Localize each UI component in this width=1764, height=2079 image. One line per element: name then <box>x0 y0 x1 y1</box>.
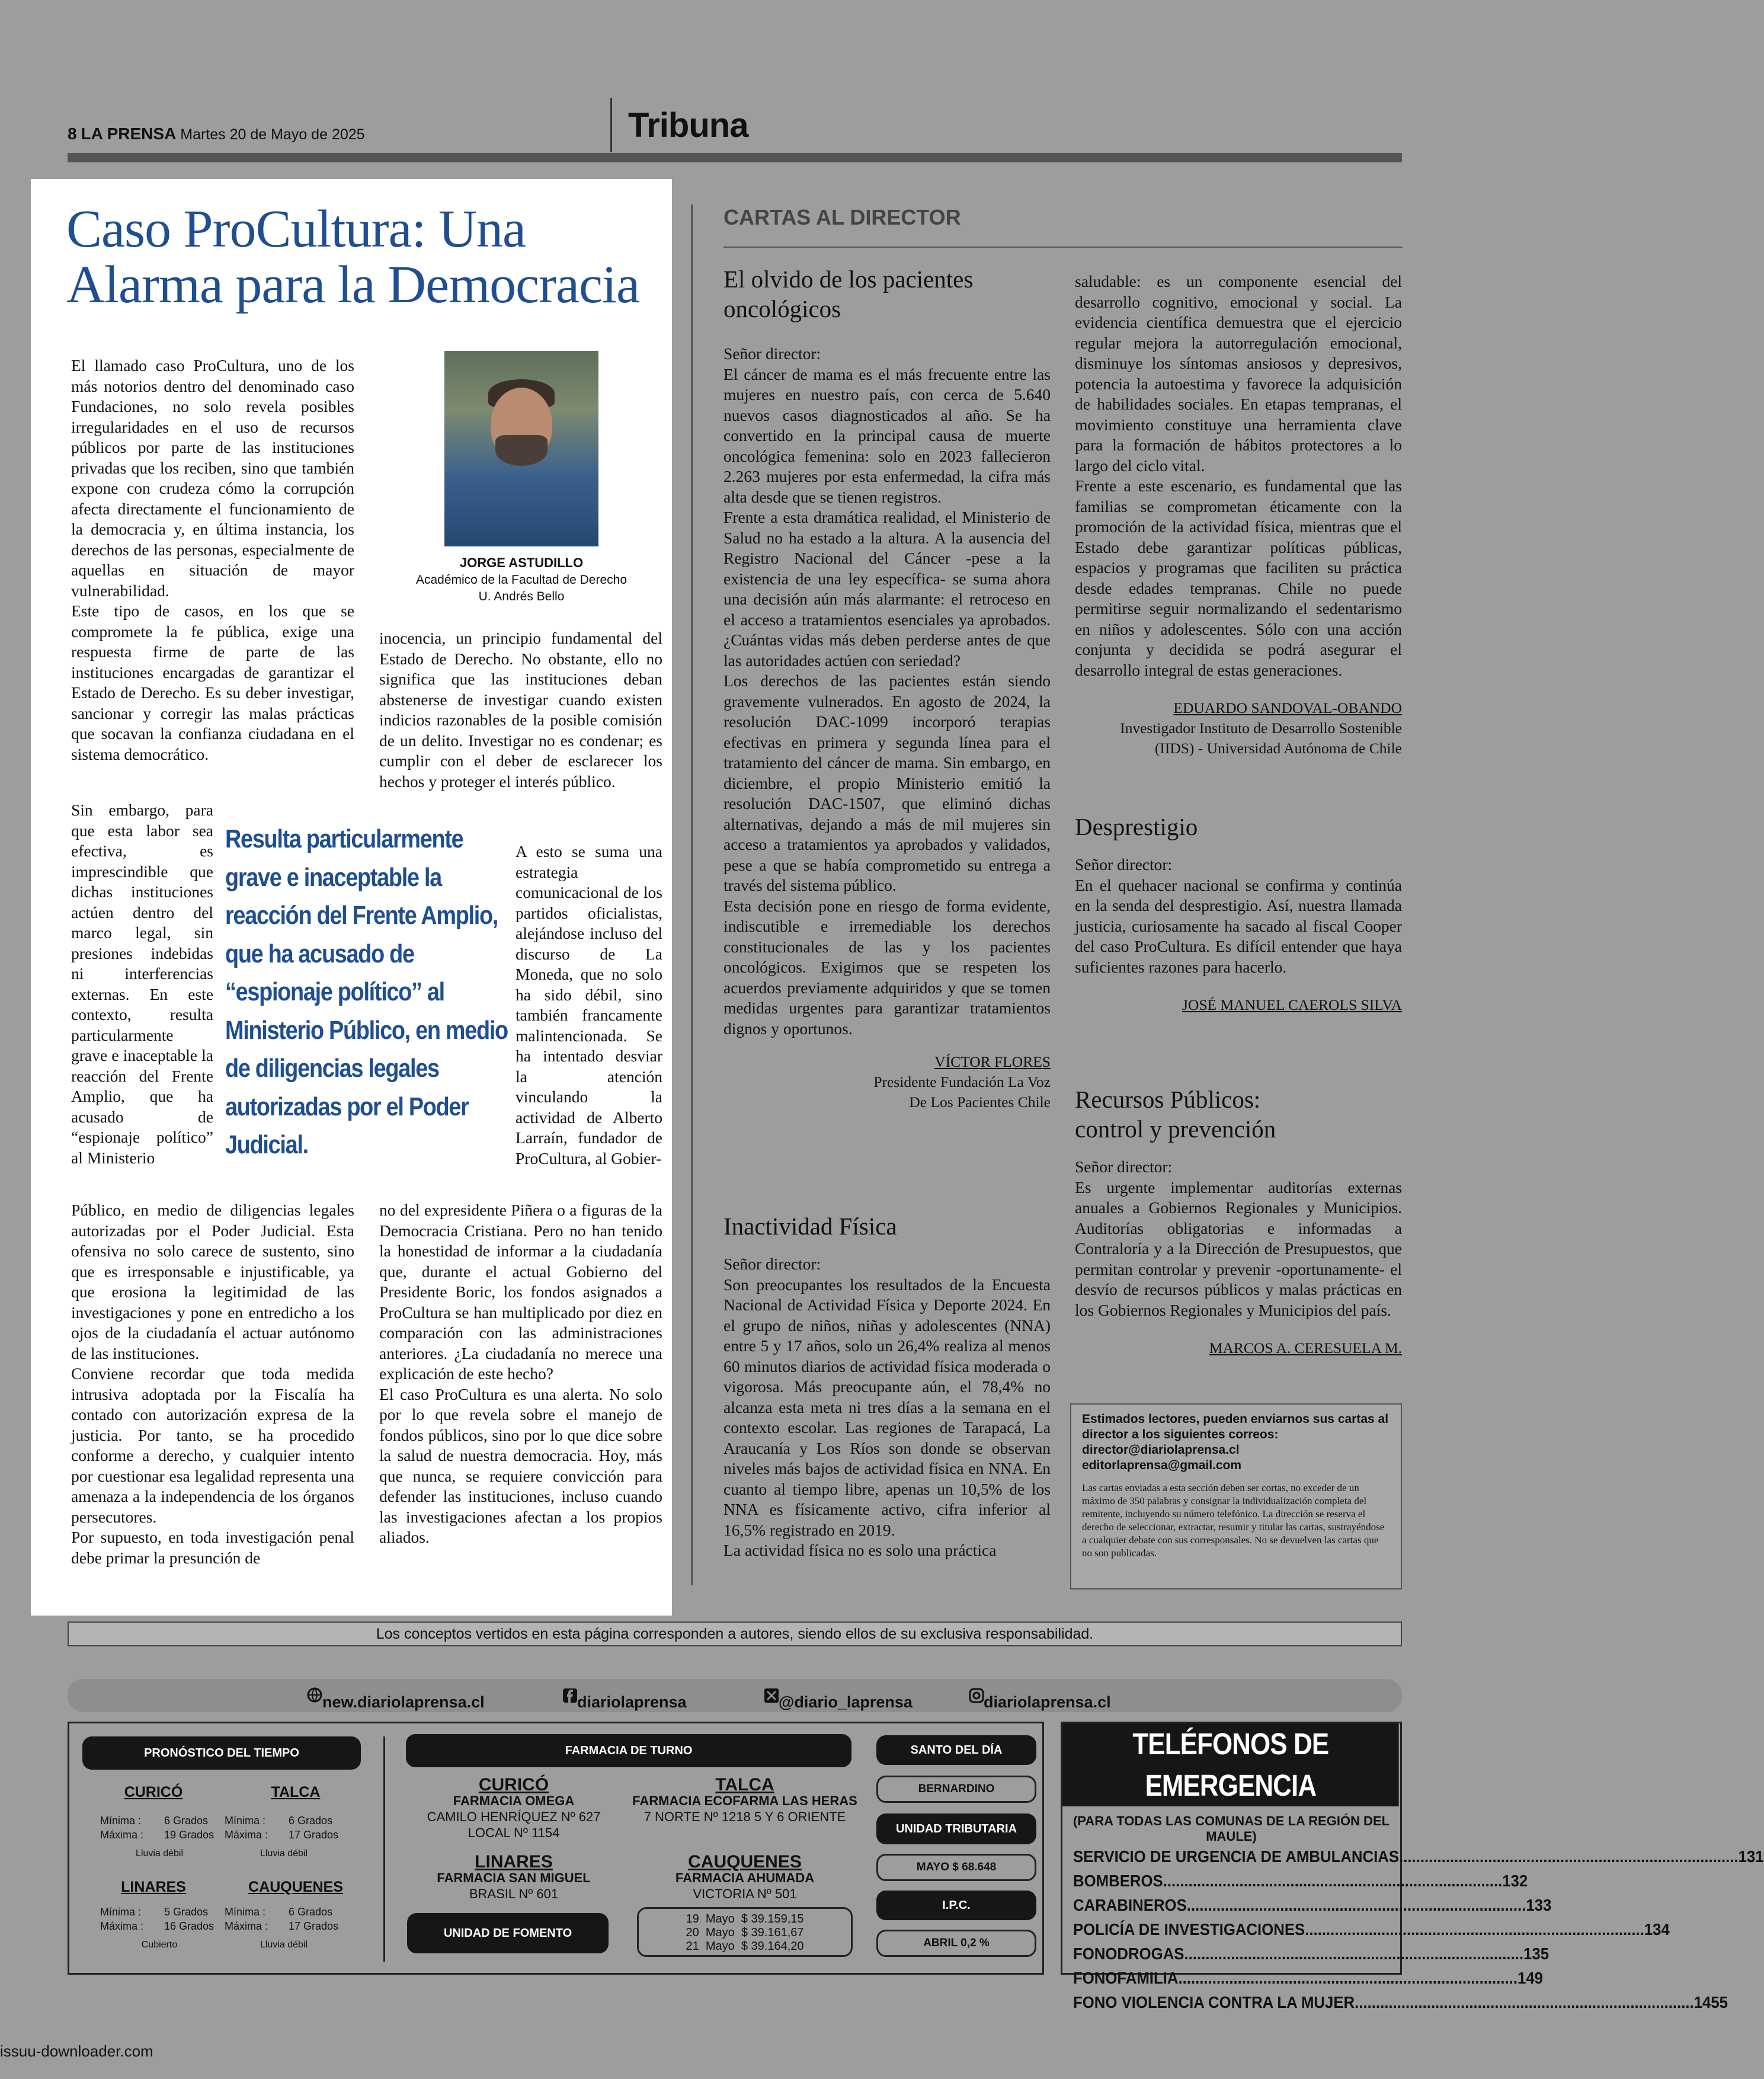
author-role: Académico de la Facultad de Derecho <box>415 573 628 587</box>
weather-cauquenes: Mínima : 6 Grados Máxima : 17 Grados Lluvia débil <box>225 1906 339 1950</box>
watermark: issuu-downloader.com <box>0 2042 153 2060</box>
uf-row: 19 Mayo $ 39.159,15 <box>686 1912 804 1926</box>
letter-paragraph: En el quehacer nacional se confirma y continúa en la senda del desprestigio. Así, nuestra llamada justicia, curiosamente ha sacado al fiscal Cooper del caso ProCultura. Es difícil entender que haya suficientes razones para hacerlo. <box>1075 875 1402 976</box>
letter-oncologicos <box>723 264 1051 1112</box>
emergency-row: FONOFAMILIA ..... 149 <box>1073 1966 1356 1990</box>
letter-recursos <box>1075 1085 1402 1358</box>
signer-role: Presidente Fundación La Voz <box>873 1073 1051 1090</box>
instagram-link[interactable]: diariolaprensa.cl <box>969 1686 984 1704</box>
article-col2-narrow: A esto se suma una estrategia comunicacional de los partidos oficialistas, alejándose incluso del discurso de La Moneda, que no solo ha sido débil, sino también francamente malintencionada. Se ha intentado desviar la atención vinculando la actividad de Alberto Larraín, fundador de ProCultura, al Gobier- <box>516 842 662 1168</box>
footer-divider <box>383 1736 385 1962</box>
header-divider <box>610 98 612 152</box>
email-link[interactable]: editorlaprensa@gmail.com <box>1082 1459 1242 1472</box>
info-rules: Las cartas enviadas a esta sección deben ser cortas, no exceder de un máximo de 350 palabras y consignar la individualización completa del remitente, incluyendo su número telefónico. La dirección se reserva el derecho de seleccionar, extractar, resumir y titular las cartas, sustrayéndose a cualquier debate con sus corresponsales. No se devuelven las cartas que no son publicadas. <box>1082 1482 1385 1559</box>
pharmacy-talca: TALCA FARMACIA ECOFARMA LAS HERAS 7 NORTE Nº 1218 5 Y 6 ORIENTE <box>632 1775 857 1824</box>
article-paragraph: El llamado caso ProCultura, uno de los más notorios dentro del denominado caso Fundaciones, no solo revela posibles irregularidades en el uso de recursos públicos por parte de las instituciones privadas que los reciben, sino que también expone con crudeza cómo la corrupción afecta directamente el funcionamiento de la democracia y, en última instancia, los derechos de las personas, especialmente de aquellas en situación de mayor vulnerabilidad. <box>71 356 354 600</box>
column-divider <box>691 204 693 1585</box>
weather-city: CURICÓ <box>124 1784 183 1800</box>
pharmacy-curico: CURICÓ FARMACIA OMEGA CAMILO HENRÍQUEZ Nº 627 LOCAL Nº 1154 <box>427 1775 601 1840</box>
letter-paragraph: El cáncer de mama es el más frecuente entre las mujeres en nuestro país, con cerca de 5.640 nuevos casos diagnosticados al año. Se ha convertido en la principal causa de muerte oncológica femenina: solo en 2023 fallecieron 2.263 mujeres por esta enfermedad, la cifra más alta desde que se tienen registros. <box>723 364 1051 506</box>
emergency-list <box>1062 1844 1764 2014</box>
service-info-box <box>68 1722 1044 1975</box>
emergency-row: SERVICIO DE URGENCIA DE AMBULANCIAS ..... 131 <box>1073 1844 1356 1869</box>
letter-signature <box>1075 995 1402 1015</box>
page-number: 8 <box>68 124 77 143</box>
letter-paragraph: Frente a este escenario, es fundamental que las familias se comprometan éticamente con la promoción de la actividad física, mientras que el Estado debe garantizar políticas públicas, espacios y programas que faciliten su práctica desde edades tempranas. Chile no puede permitirse seguir normalizando el sedentarismo en niños y adolescentes. Sólo con una acción conjunta y decidida se podrá asegurar el desarrollo integral de estas generaciones. <box>1075 476 1402 679</box>
weather-city: CAUQUENES <box>248 1879 343 1895</box>
emergency-row: CARABINEROS ..... 133 <box>1073 1893 1356 1917</box>
emergency-row: FONO VIOLENCIA CONTRA LA MUJER ..... 1455 <box>1073 1990 1356 2014</box>
signer-name: JOSÉ MANUEL CAEROLS SILVA <box>1182 996 1402 1013</box>
signer-name: MARCOS A. CERESUELA M. <box>1209 1339 1402 1357</box>
weather-talca: Mínima : 6 Grados Máxima : 17 Grados Lluvia débil <box>225 1815 339 1859</box>
page-header-left <box>68 124 365 143</box>
signer-role: Investigador Instituto de Desarrollo Sostenible <box>1120 719 1402 737</box>
letters-info-box <box>1070 1403 1402 1589</box>
letters-rule <box>723 247 1403 248</box>
x-icon <box>764 1688 779 1703</box>
weather-linares: Mínima : 5 Grados Máxima : 16 Grados Cubierto <box>100 1906 215 1950</box>
letter-paragraph: Frente a esta dramática realidad, el Ministerio de Salud no ha estado a la altura. A la ausencia del Registro Nacional del Cáncer -pese a la existencia de una ley específica- se suma ahora una decisión aún más alarmante: el retroceso en el acceso a tratamientos esenciales ya aprobados. ¿Cuántas vidas más deben perderse antes de que las autoridades actúen con seriedad? <box>723 508 1051 670</box>
article-paragraph: Por supuesto, en toda investigación penal debe primar la presunción de <box>71 1528 354 1567</box>
letter-desprestigio <box>1075 812 1402 1015</box>
santo-label: SANTO DEL DÍA <box>876 1735 1036 1765</box>
article-paragraph: Público, en medio de diligencias legales autorizadas por el Poder Judicial. Esta ofensiva no solo carece de sustento, sino que es irresponsable e injustificable, ya que erosiona la legitimidad de las investigaciones y pone en entredicho a los ojos de la ciudadanía el actuar autónomo de las instituciones. <box>71 1201 354 1362</box>
uf-row: 20 Mayo $ 39.161,67 <box>686 1926 804 1939</box>
letter-inactividad-cont <box>1075 271 1402 759</box>
letter-paragraph: La actividad física no es solo una práctica <box>723 1541 997 1559</box>
utm-value: MAYO $ 68.648 <box>876 1854 1036 1881</box>
author-caption <box>409 555 634 605</box>
uf-row: 21 Mayo $ 39.164,20 <box>686 1940 804 1953</box>
weather-city: TALCA <box>271 1784 321 1800</box>
email-link[interactable]: director@diariolaprensa.cl <box>1082 1443 1240 1457</box>
web-link[interactable]: new.diariolaprensa.cl <box>307 1686 322 1704</box>
emergency-phones <box>1061 1722 1764 2011</box>
letter-title: Desprestigio <box>1075 813 1198 840</box>
author-photo <box>444 351 598 546</box>
article-paragraph: Conviene recordar que toda medida intrusiva adoptada por la Fiscalía ha contado con autorización expresa de la justicia. Por tanto, se ha procedido conforme a derecho, y cualquier intento por cuestionar esa legalidad representa una amenaza a la independencia de los órganos persecutores. <box>71 1364 354 1526</box>
article-paragraph: El caso ProCultura es una alerta. No solo por lo que revela sobre el manejo de fondos públicos, sino por lo que dice sobre la salud de nuestra democracia. Hoy, más que nunca, se requiere convicción para defender las instituciones, incluso cuando las investigaciones afectan a los propios aliados. <box>379 1384 662 1546</box>
letters-section-title: CARTAS AL DIRECTOR <box>723 205 961 229</box>
uf-table <box>637 1907 853 1957</box>
article-col1-narrow: Sin embargo, para que esta labor sea efectiva, es imprescindible que dichas instituciones actúen dentro del marco legal, sin presiones indebidas ni interferencias externas. En este contexto, resulta particularmente grave e inaceptable la reacción del Frente Amplio, que ha acusado de “espionaje político” al Ministerio <box>71 801 213 1167</box>
uf-label: UNIDAD DE FOMENTO <box>407 1913 609 1953</box>
emergency-subtitle: (PARA TODAS LAS COMUNAS DE LA REGIÓN DEL MAULE) <box>1073 1813 1390 1844</box>
letter-title: El olvido de los pacientes oncológicos <box>723 266 974 322</box>
article-paragraph: Este tipo de casos, en los que se compromete la fe pública, exige una respuesta firme de parte de las instituciones encargadas de garantizar el Estado de Derecho. Es su deber investigar, sancionar y corregir las malas prácticas que socavan la confianza ciudadana en el sistema democrático. <box>71 602 354 763</box>
signer-name: EDUARDO SANDOVAL-OBANDO <box>1173 699 1402 717</box>
instagram-icon <box>969 1688 984 1703</box>
facebook-icon <box>563 1688 577 1703</box>
header-rule <box>68 153 1402 162</box>
letter-inactividad <box>723 1211 1051 1561</box>
pull-quote: Resulta particularmente grave e inaceptable la reacción del Frente Amplio, que ha acusado de “espionaje político” al Ministerio Público, en medio de diligencias legales autorizadas por el Poder Judicial. <box>225 824 508 1159</box>
weather-title: PRONÓSTICO DEL TIEMPO <box>82 1736 361 1770</box>
utm-label: UNIDAD TRIBUTARIA <box>876 1813 1036 1844</box>
letter-title: Inactividad Física <box>723 1213 897 1240</box>
ipc-label: I.P.C. <box>876 1891 1036 1920</box>
article-title: Caso ProCultura: Una Alarma para la Democracia <box>66 200 639 314</box>
emergency-row: BOMBEROS ..... 132 <box>1073 1869 1356 1893</box>
social-bar <box>68 1679 1402 1712</box>
newspaper-name: LA PRENSA <box>81 124 177 143</box>
weather-city: LINARES <box>121 1879 186 1895</box>
letter-title <box>1075 1085 1402 1144</box>
emergency-row: POLICÍA DE INVESTIGACIONES ..... 134 <box>1073 1917 1356 1942</box>
letter-signature <box>1075 1338 1402 1358</box>
signer-affiliation: (IIDS) - Universidad Autónoma de Chile <box>1154 740 1402 757</box>
article-col1-bottom <box>71 1200 354 1568</box>
letter-greeting: Señor director: <box>723 344 821 363</box>
article-paragraph: no del expresidente Piñera o a figuras de la Democracia Cristiana. Pero no han tenido la honestidad de informar a la ciudadanía que, durante el actual Gobierno del Presidente Boric, los fondos asignados a ProCultura se han multiplicado por diez en comparación con las administraciones anteriores. ¿La ciudadanía no merece una explicación de este hecho? <box>379 1201 662 1383</box>
letter-title-line: Recursos Públicos: <box>1075 1086 1261 1113</box>
author-name: JORGE ASTUDILLO <box>459 555 584 570</box>
emergency-title: TELÉFONOS DE EMERGENCIA <box>1062 1723 1399 1806</box>
letter-paragraph: saludable: es un componente esencial del desarrollo cognitivo, emocional y social. La evidencia científica demuestra que el ejercicio regular mejora la autorregulación emocional, disminuye los síntomas ansiosos y depresivos, potencia la autoestima y favorece la adquisición de habilidades sociales. En etapas tempranas, el movimiento constituye una herramienta clave para la formación de hábitos protectores a lo largo del ciclo vital. <box>1075 272 1402 475</box>
weather-curico: Mínima : 6 Grados Máxima : 19 Grados Lluvia débil <box>100 1815 215 1859</box>
x-link[interactable]: @diario_laprensa <box>764 1686 779 1704</box>
letter-paragraph: Esta decisión pone en riesgo de forma evidente, indiscutible e irremediable los derechos constitucionales de las y los pacientes oncológicos. Exigimos que se respeten los acuerdos previamente adquiridos y que se tomen medidas urgentes para garantizar tratamientos dignos y oportunos. <box>723 896 1051 1038</box>
ipc-value: ABRIL 0,2 % <box>876 1930 1036 1957</box>
santo-value: BERNARDINO <box>876 1776 1036 1803</box>
issue-date: Martes 20 de Mayo de 2025 <box>180 126 365 143</box>
letter-paragraph: Son preocupantes los resultados de la Encuesta Nacional de Actividad Física y Deporte 2024. En el grupo de niños, niñas y adolescentes (NNA) entre 5 y 17 años, solo un 26,4% realiza al menos 60 minutos diarios de actividad física moderada o vigorosa. Más preocupante aún, el 78,4% no alcanza esta meta ni tres días a la semana en el contexto escolar. Las regiones de Tarapacá, La Araucanía y Los Ríos son donde se observan niveles más bajos de actividad física en NNA. En cuanto al tiempo libre, apenas un 10,5% de los NNA es físicamente activo, cifra inferior al 16,5% registrado en 2019. <box>723 1275 1051 1539</box>
facebook-link[interactable]: diariolaprensa <box>563 1686 577 1704</box>
letter-greeting: Señor director: <box>1075 1157 1173 1176</box>
article-col2-top: inocencia, un principio fundamental del Estado de Derecho. No obstante, ello no significa que las instituciones deban abstenerse de investigar cuando existen indicios razonables de la posible comisión de un delito. Investigar no es condenar; es cumplir con el deber de esclarecer los hechos y proteger el interés público. <box>379 629 662 791</box>
letter-title-line: control y prevención <box>1075 1115 1276 1143</box>
pharmacy-title: FARMACIA DE TURNO <box>406 1734 851 1767</box>
emergency-row: FONODROGAS ..... 135 <box>1073 1942 1356 1966</box>
info-intro: Estimados lectores, pueden enviarnos sus cartas al director a los siguientes correos: director@diariolaprensa.cl editorlaprensa@gmail.com <box>1082 1412 1389 1472</box>
author-affiliation: U. Andrés Bello <box>478 590 565 603</box>
letter-signature <box>723 1052 1051 1112</box>
letter-signature <box>1075 698 1402 759</box>
letter-paragraph: Los derechos de las pacientes están siendo gravemente vulnerados. En agosto de 2024, la resolución DAC-1099 incorporó terapias efectivas en primera y segunda línea para el tratamiento del cáncer de mama. Sin embargo, en diciembre, el propio Ministerio emitió la resolución DAC-1507, que eliminó dichas alternativas, dejando a más de mil mujeres sin acceso a tratamientos ya aprobados y validados, pese a que se había comprometido su entrega a través del sistema público. <box>723 671 1051 894</box>
pharmacy-linares: LINARES FARMACIA SAN MIGUEL BRASIL Nº 601 <box>437 1852 591 1901</box>
letter-greeting: Señor director: <box>1075 855 1173 874</box>
section-title: Tribuna <box>628 106 748 145</box>
article-col2-bottom <box>379 1200 662 1548</box>
signer-affiliation: De Los Pacientes Chile <box>909 1093 1051 1111</box>
pharmacy-cauquenes: CAUQUENES FARMACIA AHUMADA VICTORIA Nº 501 <box>675 1852 815 1901</box>
globe-icon <box>307 1687 322 1703</box>
article-col1-top <box>71 356 354 765</box>
letter-greeting: Señor director: <box>723 1255 821 1273</box>
signer-name: VÍCTOR FLORES <box>934 1053 1051 1070</box>
letter-paragraph: Es urgente implementar auditorías externas anuales a Gobiernos Regionales y Municipios. Auditorías obligatorias e informadas a Contraloría y a la Dirección de Presupuestos, que permitan controlar y prevenir -oportunamente- el desvío de recursos públicos y malas prácticas en los Gobiernos Regionales y Municipios del país. <box>1075 1178 1402 1319</box>
disclaimer: Los conceptos vertidos en esta página corresponden a autores, siendo ellos de su exclusiva responsabilidad. <box>68 1621 1402 1646</box>
